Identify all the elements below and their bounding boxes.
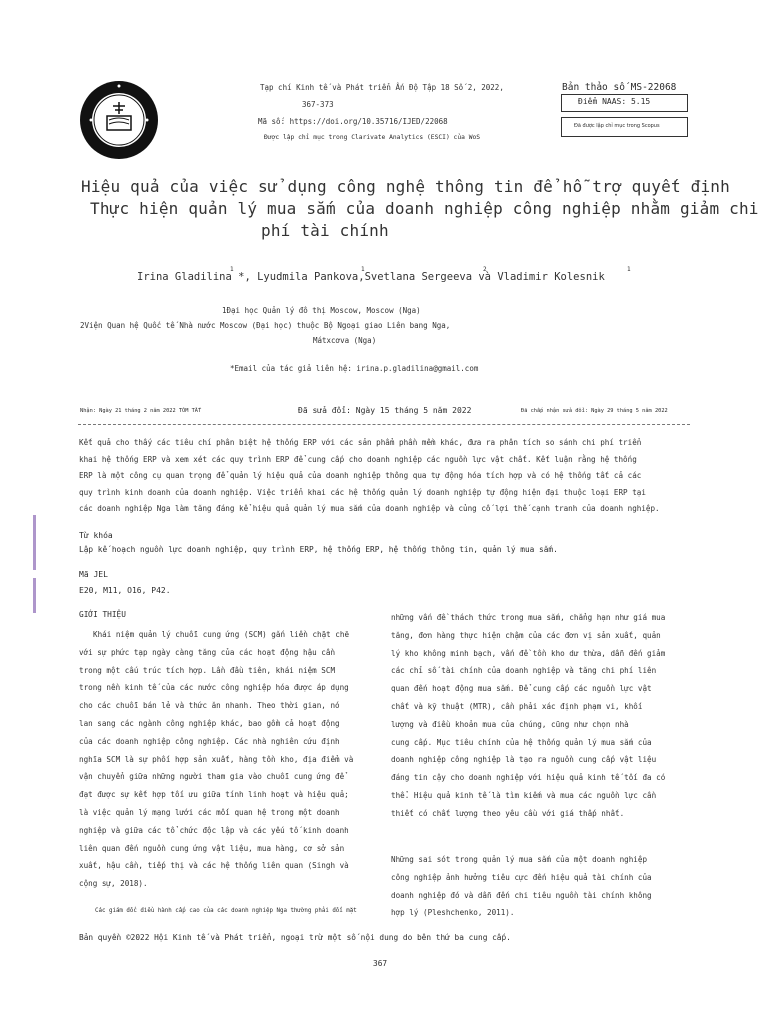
body-line: lan sang các ngành công nghiệp khác, bao gồm cả hoạt động — [79, 718, 340, 728]
intro-paragraph — [79, 626, 379, 893]
author-sup-2: 1 — [361, 266, 365, 273]
body-line: các chỉ số tài chính của doanh nghiệp và tăng chi phí liên — [391, 666, 657, 676]
body-line: thể. Hiệu quả kinh tế là tìm kiếm và mua các nguồn lực cần — [391, 790, 657, 800]
copyright-notice: Bản quyền ©2022 Hội Kinh tế và Phát triển, ngoại trừ một số nội dung do bên thứ ba cung cấp. — [79, 933, 511, 942]
body-line: nghĩa SCM là sự phối hợp sản xuất, hàng tồn kho, địa điểm và — [79, 754, 354, 764]
body-line: doanh nghiệp công nghiệp là tạo ra nguồn cung cấp vật liệu — [391, 755, 657, 765]
accepted-date: Đã chấp nhận sửa đổi: Ngày 29 tháng 5 năm 2022 — [521, 408, 668, 414]
journal-line: Tạp chí Kinh tế và Phát triển Ấn Độ Tập 18 Số 2, 2022, — [260, 83, 504, 92]
page-number: 367 — [373, 959, 388, 968]
keywords-text: Lập kế hoạch nguồn lực doanh nghiệp, quy trình ERP, hệ thống ERP, hệ thống thông tin, quản lý mua sắm. — [79, 545, 558, 554]
abstract-line: Kết quả cho thấy các tiêu chí phân biệt hệ thống ERP với các sản phẩm phần mềm khác, đưa ra phân tích so sánh chi phí triển — [79, 438, 642, 447]
body-line: với sự phức tạp ngày càng tăng của các hoạt động hậu cần — [79, 647, 336, 657]
body-line: công nghiệp ảnh hưởng tiêu cực đến hiệu quả tài chính của — [391, 872, 652, 882]
body-line: nghiệp và giữa các tổ chức độc lập và các yếu tố kinh doanh — [79, 825, 349, 835]
side-watermark-2 — [33, 578, 36, 613]
body-line: Khái niệm quản lý chuỗi cung ứng (SCM) gắn liền chặt chẽ — [93, 630, 350, 639]
abstract-line: quy trình kinh doanh của doanh nghiệp. Việc triển khai các hệ thống quản lý doanh nghiệp tự động hiện đại thuộc loại ERP tại — [79, 487, 646, 497]
received-date: Nhận: Ngày 21 tháng 2 năm 2022 TÓM TẮT — [80, 408, 202, 414]
body-line: liên quan đến nguồn cung ứng vật liệu, mua hàng, cơ sở sản — [79, 843, 345, 853]
body-line: của các doanh nghiệp công nghiệp. Các nhà nghiên cứu định — [79, 736, 340, 746]
side-watermark — [33, 515, 36, 570]
body-line: quan đến hoạt động mua sắm. Để cung cấp các nguồn lực vật — [391, 684, 652, 694]
jel-heading: Mã JEL — [79, 570, 108, 579]
section-heading-introduction: GIỚI THIỆU — [79, 610, 126, 619]
scopus-note: Đã được lập chỉ mục trong Scopus — [574, 123, 660, 129]
body-line: cho các chuỗi bán lẻ và thức ăn nhanh. Theo thời gian, nó — [79, 701, 340, 711]
scopus-box — [561, 117, 688, 137]
naas-score-box — [561, 94, 688, 112]
body-line: vận chuyển giữa những người tham gia vào chuỗi cung ứng để — [79, 772, 345, 782]
abstract — [79, 435, 699, 518]
affiliation-2-city: Mátxcơva (Nga) — [313, 336, 377, 345]
jel-codes: E20, M11, O16, P42. — [79, 586, 171, 595]
keywords-heading: Từ khóa — [79, 531, 113, 540]
revised-date: Đã sửa đổi: Ngày 15 tháng 5 năm 2022 — [298, 406, 472, 415]
header-rule — [78, 424, 690, 425]
index-note: Được lập chỉ mục trong Clarivate Analytics (ESCI) của WoS — [264, 134, 481, 141]
body-line: cung cấp. Mục tiêu chính của hệ thống quản lý mua sắm của — [391, 737, 652, 747]
abstract-line: khai hệ thống ERP và xem xét các quy trình ERP để cung cấp cho doanh nghiệp các nguồn lực vật chất. Kết luận rằng hệ thống — [79, 454, 637, 464]
naas-score: Điểm NAAS: 5.15 — [578, 97, 651, 106]
corresponding-email: *Email của tác giả liên hệ: irina.p.gladilina@gmail.com — [230, 364, 479, 373]
right-paragraph-1 — [391, 609, 691, 823]
body-line: doanh nghiệp đó và dẫn đến chi tiêu nguồn tài chính không — [391, 890, 652, 900]
body-line: những vấn đề thách thức trong mua sắm, chẳng hạn như giá mua — [391, 613, 666, 622]
body-line: tăng, đơn hàng thực hiện chậm của các đơn vị sản xuất, quản — [391, 630, 661, 640]
right-paragraph-2 — [391, 851, 691, 922]
journal-pages: 367-373 — [302, 100, 334, 109]
body-line: cộng sự, 2018). — [79, 879, 148, 889]
affiliation-1: 1Đại học Quản lý đô thị Moscow, Moscow (Nga) — [222, 306, 421, 315]
body-line: lý kho không minh bạch, vấn đề tồn kho dư thừa, dẫn đến giảm — [391, 648, 666, 658]
body-line: Những sai sót trong quản lý mua sắm của một doanh nghiệp — [391, 855, 648, 864]
body-line: là việc quản lý mạng lưới các mối quan hệ trong một doanh — [79, 807, 340, 817]
column-footnote: Các giám đốc điều hành cấp cao của các doanh nghiệp Nga thường phải đối mặt — [95, 908, 357, 914]
author-sup-1: 1 — [230, 266, 234, 273]
body-line: đạt được sự kết hợp tối ưu giữa tính linh hoạt và hiệu quả; — [79, 790, 349, 800]
body-line: thiết có chất lượng theo yêu cầu với giá thấp nhất. — [391, 808, 625, 818]
abstract-line: ERP là một công cụ quan trọng để quản lý hiệu quả của doanh nghiệp thông qua tự động hóa tích hợp và có hệ thống tất cả các — [79, 471, 642, 480]
paper-title-line2: Thực hiện quản lý mua sắm của doanh nghiệp công nghiệp nhằm giảm chi — [90, 199, 759, 218]
paper-title-line1: Hiệu quả của việc sử dụng công nghệ thông tin để hỗ trợ quyết định — [81, 177, 730, 196]
body-line: trong một cấu trúc tích hợp. Lần đầu tiên, khái niệm SCM — [79, 665, 336, 675]
body-line: trong nền kinh tế của các nước công nghiệp hóa được áp dụng — [79, 683, 349, 693]
manuscript-number: Bản thảo số MS-22068 — [562, 82, 677, 93]
body-line: lượng và điều khoản mua của chúng, cũng như chọn nhà — [391, 719, 629, 729]
author-sup-3: 2 — [483, 266, 487, 273]
abstract-line: các doanh nghiệp Nga làm tăng đáng kể hiệu quả quản lý mua sắm của doanh nghiệp và củng cố lợi thế cạnh tranh của doanh nghiệp. — [79, 504, 660, 513]
doi-line[interactable]: Mã số: https://doi.org/10.35716/IJED/22068 — [258, 117, 448, 126]
body-line: chất và kỹ thuật (MTR), cần phải xác định phạm vi, khối — [391, 701, 643, 711]
affiliation-2: 2Viện Quan hệ Quốc tế Nhà nước Moscow (Đại học) thuộc Bộ Ngoại giao Liên bang Nga, — [80, 321, 451, 330]
author-sup-4: 1 — [627, 266, 631, 273]
body-line: hợp lý (Pleshchenko, 2011). — [391, 908, 515, 918]
paper-title-line3: phí tài chính — [261, 221, 389, 240]
author-list: Irina Gladilina *, Lyudmila Pankova,Svetlana Sergeeva và Vladimir Kolesnik — [137, 271, 605, 283]
journal-logo — [79, 80, 159, 160]
body-line: đáng tin cậy cho doanh nghiệp với hiệu quả kinh tế tối đa có — [391, 773, 666, 783]
body-line: xuất, hậu cần, tiếp thị và các hệ thống liên quan (Singh và — [79, 861, 349, 871]
